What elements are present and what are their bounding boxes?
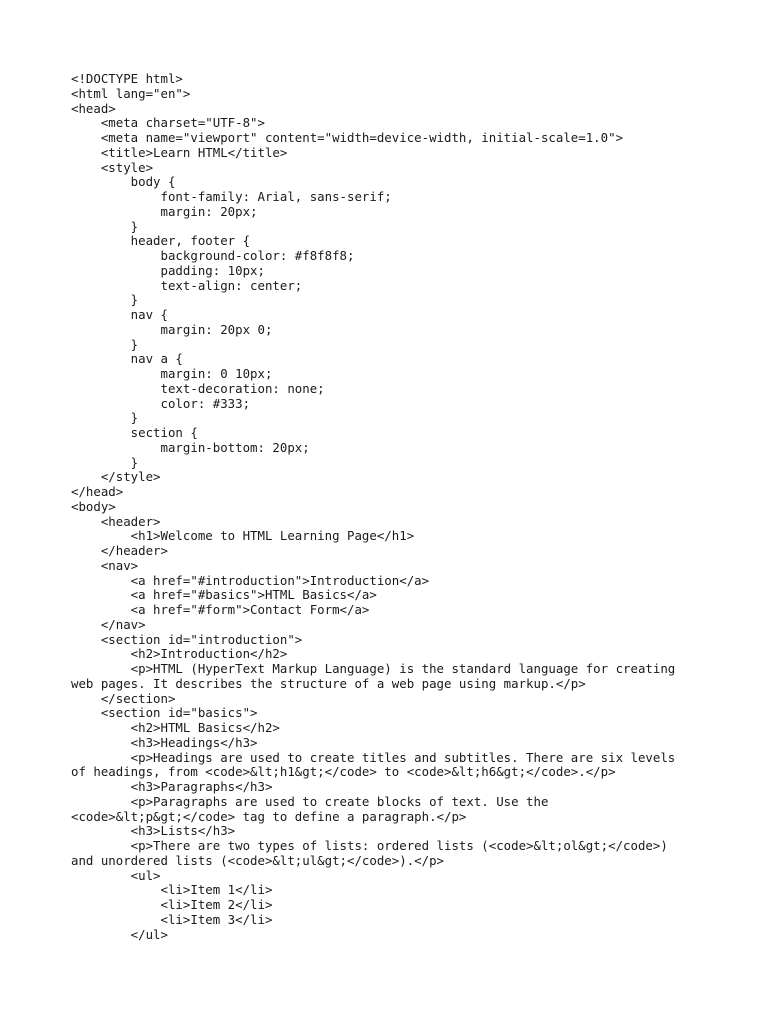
- code-line: text-decoration: none;: [71, 380, 325, 396]
- code-line: <li>Item 2</li>: [71, 897, 273, 912]
- code-line: <a href="#form">Contact Form</a>: [71, 602, 370, 617]
- code-line: margin: 20px;: [71, 203, 258, 219]
- code-line: </header>: [71, 543, 168, 558]
- code-document: [71, 72, 711, 942]
- code-line: <p>Paragraphs are used to create blocks of text. Use the: [71, 793, 549, 809]
- code-line: <p>Headings are used to create titles and subtitles. There are six levels: [71, 749, 676, 765]
- code-line: <nav>: [71, 557, 139, 573]
- code-line: and unordered lists (<code>&lt;ul&gt;</code>).</p>: [71, 852, 444, 868]
- code-line: </head>: [71, 484, 124, 499]
- code-line: <html lang="en">: [71, 85, 191, 101]
- code-line: <h3>Paragraphs</h3>: [71, 779, 273, 794]
- code-line: <p>There are two types of lists: ordered lists (<code>&lt;ol&gt;</code>): [71, 838, 668, 853]
- code-line: }: [71, 454, 139, 470]
- code-line: nav a {: [71, 351, 183, 367]
- code-line: <section id="introduction">: [71, 631, 303, 647]
- code-line: background-color: #f8f8f8;: [71, 248, 355, 263]
- code-line: color: #333;: [71, 395, 251, 411]
- code-line: </nav>: [71, 616, 146, 632]
- code-line: margin: 0 10px;: [71, 366, 273, 381]
- code-line: <code>&lt;p&gt;</code> tag to define a paragraph.</p>: [71, 808, 467, 824]
- code-line: <header>: [71, 513, 161, 529]
- code-line: section {: [71, 425, 198, 440]
- code-line: }: [71, 336, 139, 352]
- code-line: <h3>Lists</h3>: [71, 823, 236, 839]
- code-line: margin-bottom: 20px;: [71, 439, 310, 455]
- code-line: </style>: [71, 469, 161, 485]
- code-line: header, footer {: [71, 233, 251, 249]
- code-line: body {: [71, 174, 176, 190]
- code-line: font-family: Arial, sans-serif;: [71, 189, 392, 204]
- code-line: text-align: center;: [71, 277, 303, 293]
- code-line: <h2>HTML Basics</h2>: [71, 720, 280, 735]
- code-line: <body>: [71, 498, 116, 514]
- code-line: margin: 20px 0;: [71, 321, 273, 337]
- code-line: <meta name="viewport" content="width=device-width, initial-scale=1.0">: [71, 130, 624, 145]
- code-line: </section>: [71, 690, 176, 706]
- code-line: <h3>Headings</h3>: [71, 734, 258, 750]
- code-line: <!DOCTYPE html>: [71, 71, 183, 86]
- code-line: <h1>Welcome to HTML Learning Page</h1>: [71, 528, 415, 544]
- code-line: <p>HTML (HyperText Markup Language) is the standard language for creating: [71, 661, 676, 676]
- code-line: }: [71, 410, 139, 426]
- code-line: <a href="#introduction">Introduction</a>: [71, 572, 430, 588]
- code-line: </ul>: [71, 926, 168, 942]
- code-line: <title>Learn HTML</title>: [71, 144, 288, 160]
- code-line: of headings, from <code>&lt;h1&gt;</code> to <code>&lt;h6&gt;</code>.</p>: [71, 764, 616, 780]
- code-line: }: [71, 292, 139, 308]
- code-line: nav {: [71, 307, 168, 322]
- code-line: <ul>: [71, 867, 161, 883]
- code-line: <h2>Introduction</h2>: [71, 646, 288, 662]
- code-line: <meta charset="UTF-8">: [71, 115, 265, 131]
- code-line: <style>: [71, 159, 154, 175]
- code-line: <head>: [71, 100, 116, 116]
- code-line: <a href="#basics">HTML Basics</a>: [71, 587, 377, 603]
- code-line: <li>Item 1</li>: [71, 882, 273, 898]
- code-line: web pages. It describes the structure of a web page using markup.</p>: [71, 675, 586, 691]
- code-line: <li>Item 3</li>: [71, 911, 273, 927]
- code-line: }: [71, 218, 139, 234]
- code-line: <section id="basics">: [71, 705, 258, 721]
- code-line: padding: 10px;: [71, 262, 265, 278]
